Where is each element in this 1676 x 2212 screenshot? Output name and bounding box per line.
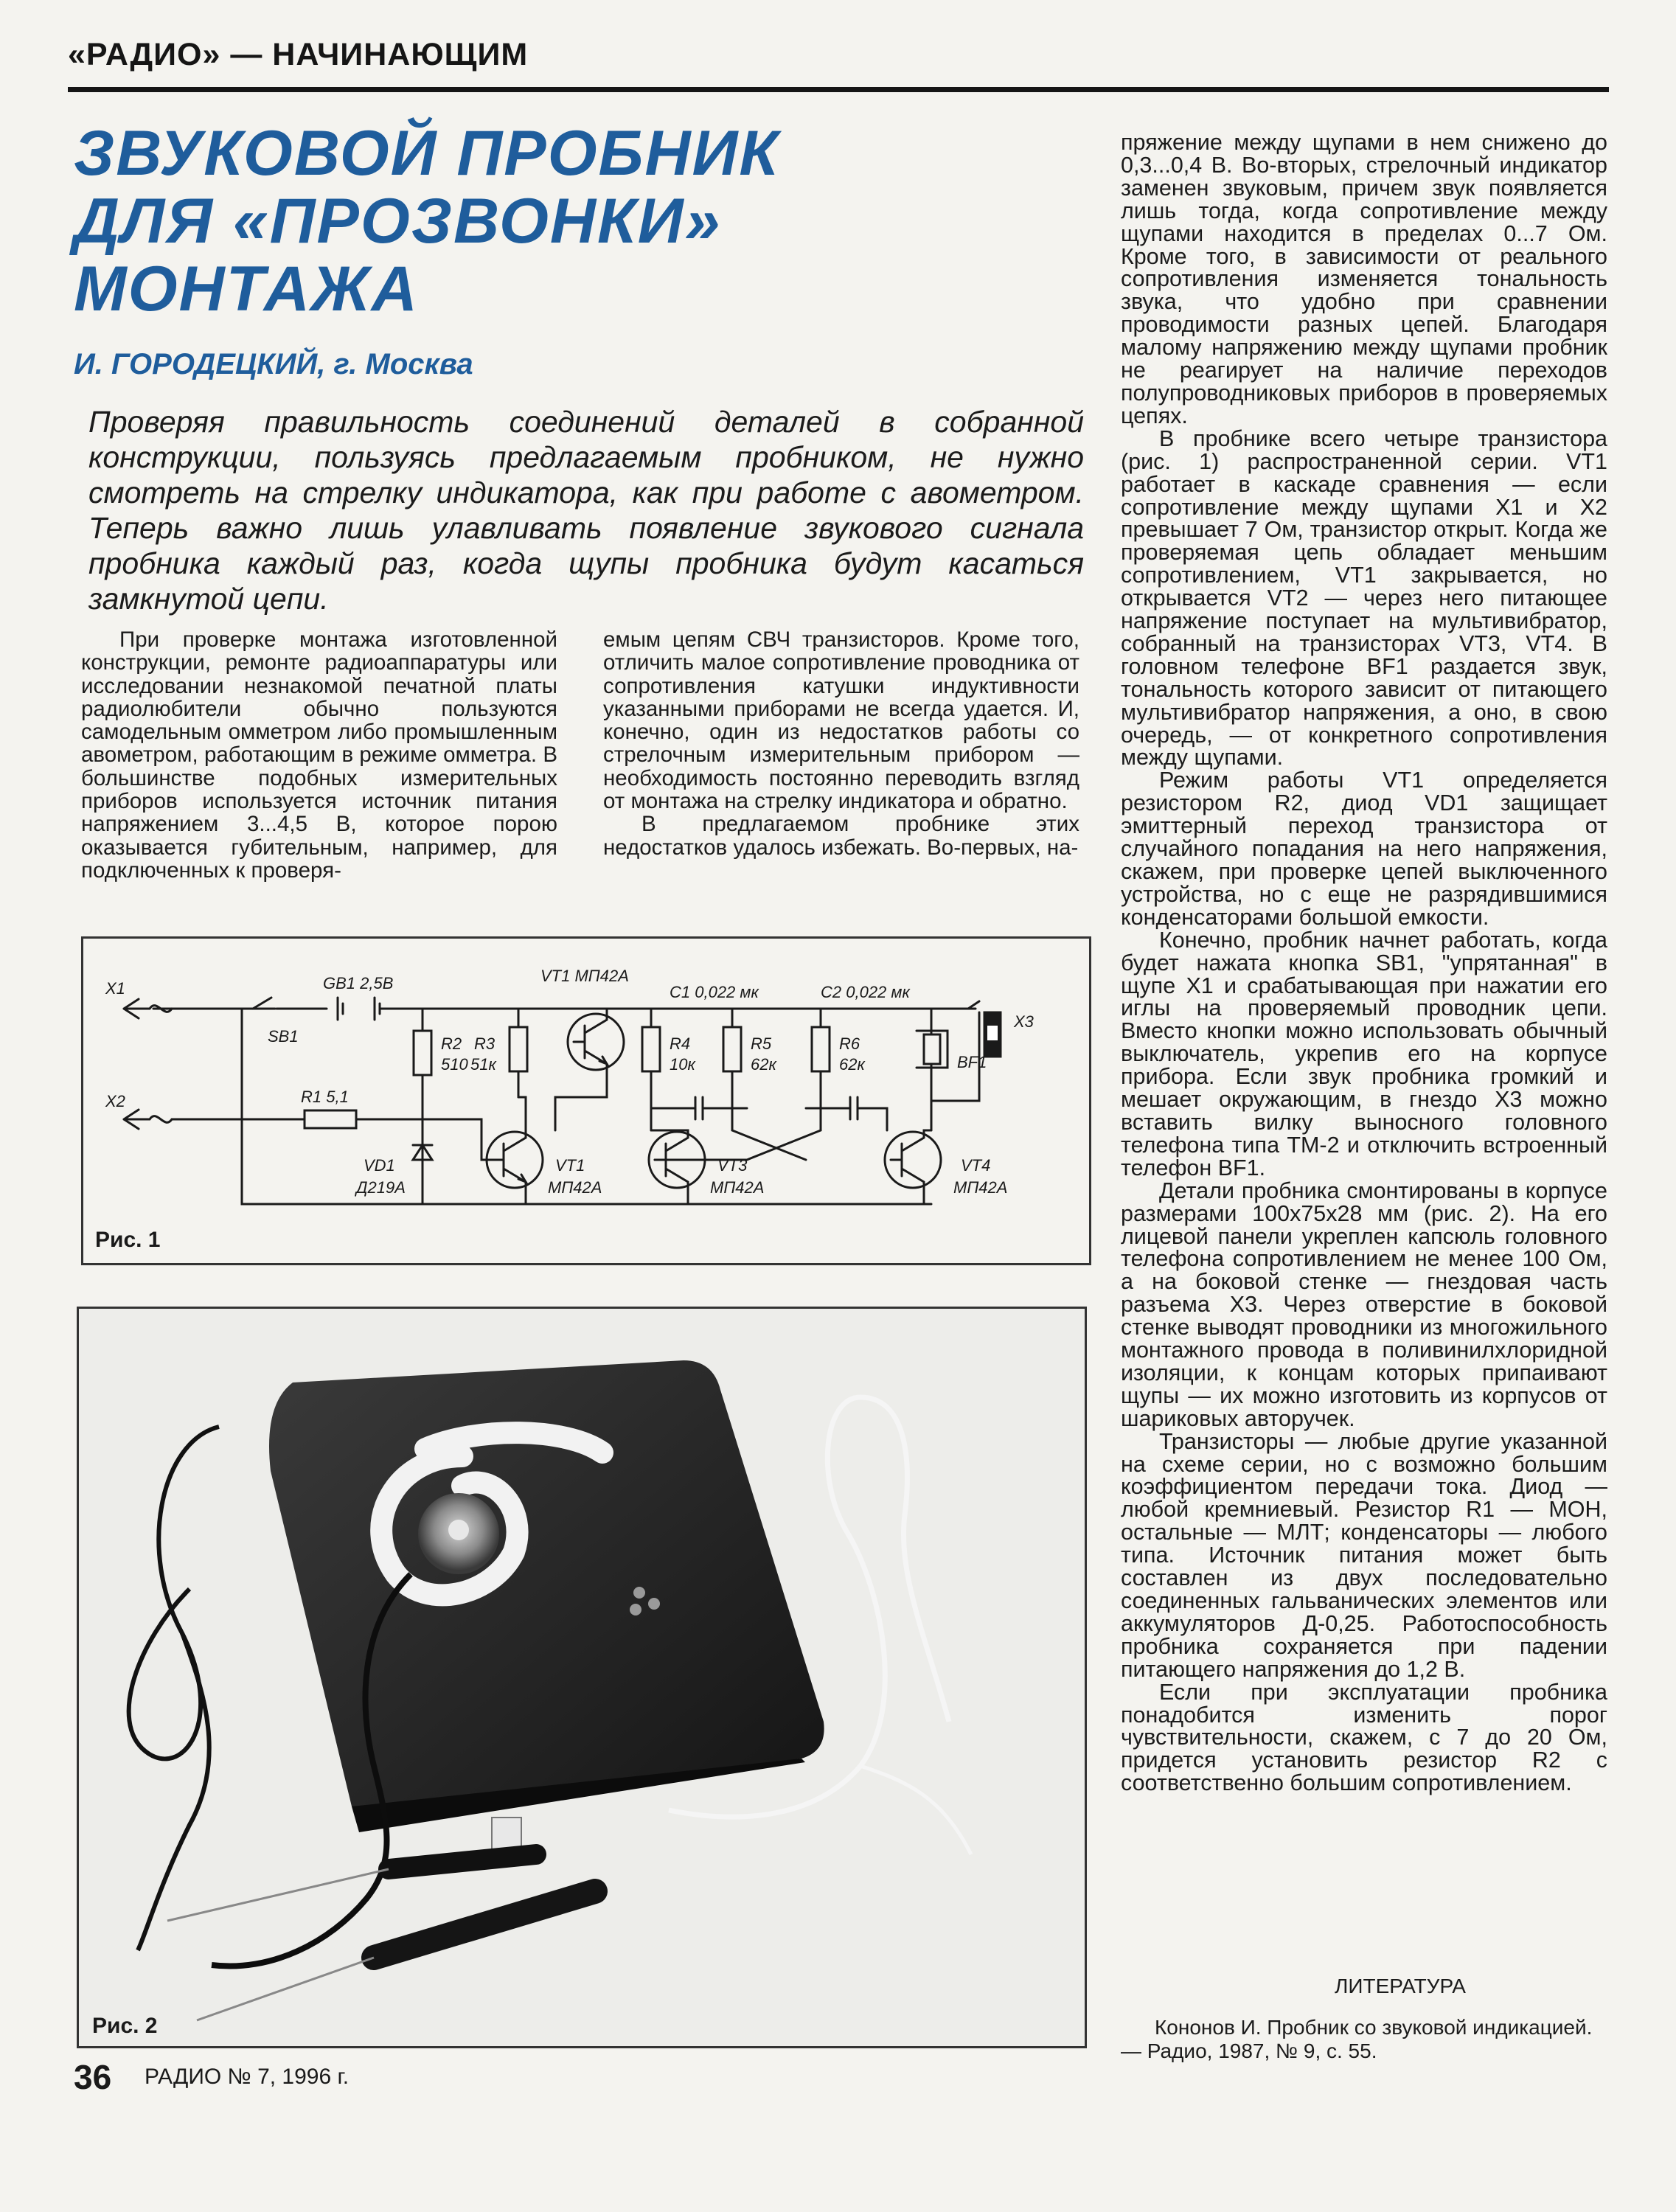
paragraph: емым цепям СВЧ транзисторов. Кроме того, отличить малое сопротивление проводника от сопротивления катушки индуктивности указанными приборами не всегда удается. И, конечно, один из недостатков работы со стрелочным измерительным прибором — необходимость постоянно переводить взгляд от монтажа на стрелку индикатора и обратно. <box>603 627 1079 814</box>
label-vd1-value: Д219А <box>356 1178 406 1197</box>
label-r5: R5 <box>751 1034 772 1053</box>
paragraph: При проверке монтажа изготовленной конструкции, ремонте радиоаппаратуры или исследовании незнакомой печатной платы радиолюбители обычно пользуются самодельным омметром либо промышленным авометром, работающим в режиме омметра. В большинстве подобных измерительных приборов используется источник питания напряжением 3...4,5 В, которое порою оказывается губительным, например, для подключенных к проверя- <box>81 627 557 883</box>
section-rubric: «РАДИО» — НАЧИНАЮЩИМ <box>68 37 529 72</box>
header-rule <box>68 87 1609 92</box>
label-gb1: GB1 2,5В <box>323 974 394 992</box>
label-x3: X3 <box>1014 1012 1034 1031</box>
title-line: ЗВУКОВОЙ ПРОБНИК <box>74 118 780 189</box>
label-vt4: VT4 <box>961 1156 991 1175</box>
label-vt3-value: МП42А <box>710 1178 765 1197</box>
text-column-1 <box>81 628 557 882</box>
label-x1: X1 <box>105 979 125 998</box>
text-column-2 <box>603 628 1079 859</box>
label-vt-top: VT1 МП42А <box>540 967 629 985</box>
label-vt1: VT1 <box>555 1156 585 1175</box>
probe-photo-illustration <box>79 1309 1085 2046</box>
label-r2-value: 510 <box>441 1055 468 1074</box>
figure-1-schematic <box>81 936 1091 1265</box>
title-line: ДЛЯ «ПРОЗВОНКИ» <box>74 186 722 257</box>
label-vd1: VD1 <box>364 1156 395 1175</box>
label-r1: R1 5,1 <box>301 1088 349 1106</box>
label-c1: C1 0,022 мк <box>670 983 759 1001</box>
label-r2: R2 <box>441 1034 462 1053</box>
paragraph: Режим работы VT1 определяется резистором R2, диод VD1 защищает эмиттерный переход транзистора от случайного попадания на него напряжения, скажем, при проверке цепей выключенного устройства, но с еще не разрядившимися конденсаторами большой емкости. <box>1121 768 1607 930</box>
label-vt4-value: МП42А <box>953 1178 1008 1197</box>
label-bf1: BF1 <box>957 1053 987 1071</box>
label-r4: R4 <box>670 1034 691 1053</box>
figure-2-photo <box>77 1307 1087 2048</box>
paragraph: В пробнике всего четыре транзистора (рис. 1) распространенной серии. VT1 работает в каскаде сравнения — если сопротивление между щупами X1 и X2 превышает 7 Ом, транзистор открыт. Когда же проверяемая цепь обладает меньшим сопротивлением, VT1 закрывается, но открывается VT2 — через него питающее напряжение поступает на мультивибратор, собранный на транзисторах VT3, VT4. В головном телефоне BF1 раздается звук, тональность которого зависит от питающего мультивибратор напряжения, а оно, в свою очередь, — от конкретного сопротивления между щупами. <box>1121 425 1607 771</box>
literature-entry: Кононов И. Пробник со звуковой индикацией. — Радио, 1987, № 9, с. 55. <box>1121 2016 1593 2062</box>
label-vt1-value: МП42А <box>548 1178 602 1197</box>
literature-heading: ЛИТЕРАТУРА <box>1335 1975 1466 1997</box>
label-r4-value: 10к <box>670 1055 695 1074</box>
label-x2: X2 <box>105 1092 125 1110</box>
label-r6: R6 <box>839 1034 860 1053</box>
label-r5-value: 62к <box>751 1055 776 1074</box>
byline: И. ГОРОДЕЦКИЙ, г. Москва <box>74 348 473 380</box>
page-number: 36 <box>74 2058 112 2096</box>
literature-list <box>1121 2016 1607 2063</box>
paragraph: пряжение между щупами в нем снижено до 0,3...0,4 В. Во-вторых, стрелочный индикатор заменен звуковым, причем звук появляется лишь тогда, когда сопротивление между щупами находится в пределах 0...7 Ом. Кроме того, в зависимости от реального сопротивления изменяется тональность звука, что удобно при сравнении проводимости разных цепей. Благодаря малому напряжению между щупами пробник не реагирует на наличие переходов полупроводниковых приборов в проверяемых цепях. <box>1121 130 1607 428</box>
label-r3: R3 <box>474 1034 496 1053</box>
paragraph: Детали пробника смонтированы в корпусе размерами 100x75x28 мм (рис. 2). На его лицевой панели укреплен капсюль головного телефона сопротивлением не менее 100 Ом, а на боковой стенке — гнездовая часть разъема X3. Через отверстие в боковой стенке выводят проводники из многожильного монтажного провода в поливинилхлоридной изоляции, к концам которых припаивают щупы — их можно изготовить из корпусов от шариковых авторучек. <box>1121 1178 1607 1431</box>
label-r6-value: 62к <box>839 1055 865 1074</box>
title-line: МОНТАЖА <box>74 254 419 324</box>
lead-paragraph: Проверяя правильность соединений деталей в собранной конструкции, пользуясь предлагаемым пробником, не нужно смотреть на стрелку индикатора, как при работе с авометром. Теперь важно лишь улавливать появление звукового сигнала пробника каждый раз, когда щупы пробника будут касаться замкнутой цепи. <box>88 405 1084 616</box>
label-c2: C2 0,022 мк <box>821 983 910 1001</box>
paragraph: Транзисторы — любые другие указанной на схеме серии, но с возможно большим коэффициентом передачи тока. Диод — любой кремниевый. Резистор R1 — МОН, остальные — МЛТ; конденсаторы — любого типа. Источник питания может быть составлен из двух последовательно соединенных гальванических элементов или аккумуляторов Д-0,25. Работоспособность пробника сохраняется при падении питающего напряжения до 1,2 В. <box>1121 1428 1607 1682</box>
label-vt3: VT3 <box>717 1156 748 1175</box>
paragraph: Если при эксплуатации пробника понадобится изменить порог чувствительности, скажем, с 7 до 20 Ом, придется установить резистор R2 с соответственно большим сопротивлением. <box>1121 1679 1607 1796</box>
figure-2-caption: Рис. 2 <box>92 2014 158 2038</box>
figure-1-caption: Рис. 1 <box>95 1228 161 1252</box>
paragraph: В предлагаемом пробнике этих недостатков удалось избежать. Во-первых, на- <box>603 812 1079 860</box>
label-r3-value: 51к <box>470 1055 496 1074</box>
text-column-3 <box>1121 131 1607 1795</box>
label-sb1: SB1 <box>268 1027 299 1046</box>
issue-footer: РАДИО № 7, 1996 г. <box>145 2065 350 2089</box>
paragraph: Конечно, пробник начнет работать, когда будет нажата кнопка SB1, "упрятанная" в щупе X1 и срабатывающая при нажатии его иглы на проверяемый проводник цепи. Вместо кнопки можно использовать обычный выключатель, укрепив его на корпусе прибора. Если звук пробника громкий и мешает окружающим, в гнездо X3 можно вставить вилку выносного головного телефона типа ТМ-2 и отключить встроенный телефон BF1. <box>1121 927 1607 1180</box>
article-title <box>74 119 1091 323</box>
schematic-diagram <box>83 939 1089 1263</box>
